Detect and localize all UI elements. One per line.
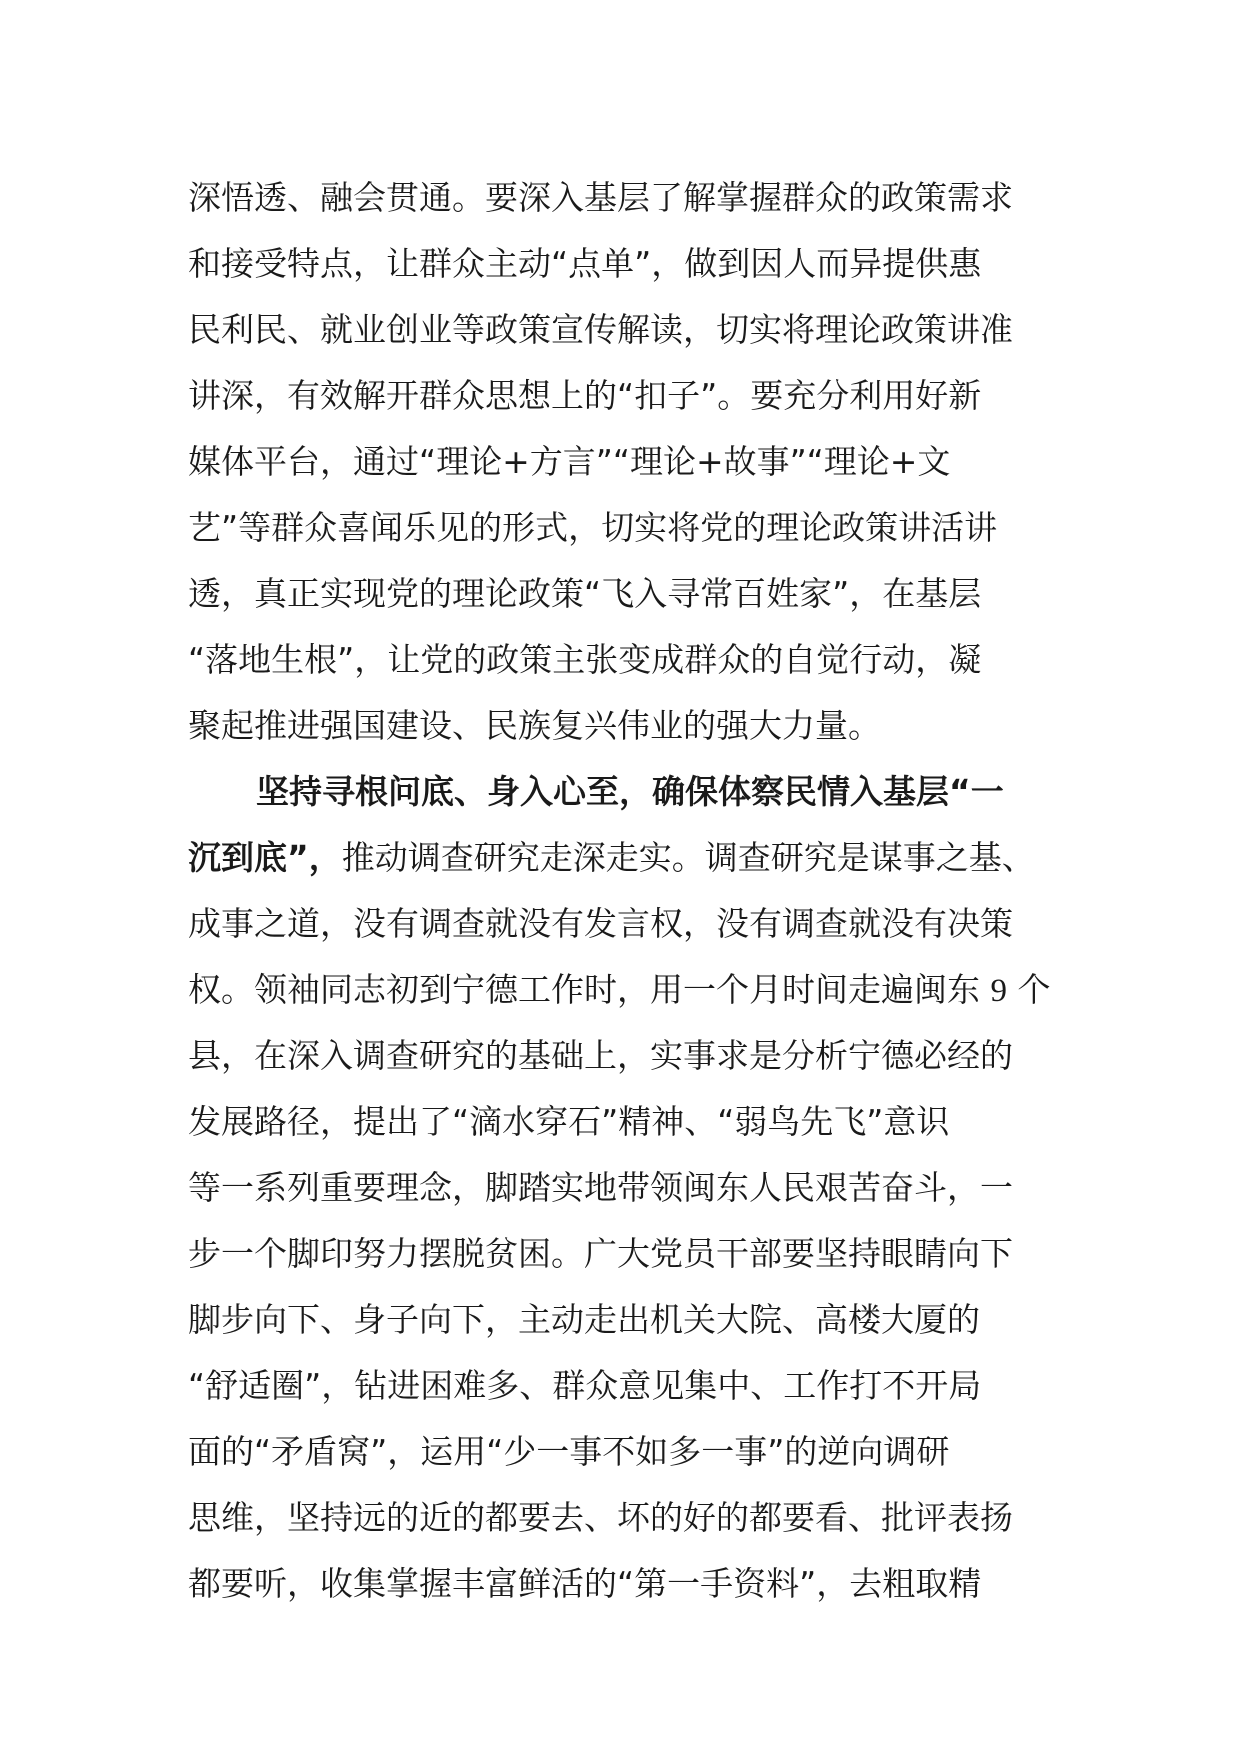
number-text: 9 bbox=[990, 973, 1007, 1009]
text-line: 民利民、就业创业等政策宣传解读，切实将理论政策讲准 bbox=[188, 310, 1013, 349]
text-line: “舒适圈”，钻进困难多、群众意见集中、工作打不开局 bbox=[188, 1366, 982, 1405]
text-line: 等一系列重要理念，脚踏实地带领闽东人民艰苦奋斗，一 bbox=[188, 1168, 1013, 1207]
section-heading-part-1: 坚持寻根问底、身入心至，确保体察民情入基层“一 bbox=[256, 772, 1004, 811]
text-line bbox=[188, 825, 1068, 891]
text-line: 面的“矛盾窝”，运用“少一事不如多一事”的逆向调研 bbox=[188, 1432, 950, 1471]
paragraph-1 bbox=[188, 165, 1068, 759]
text-line: 和接受特点，让群众主动“点单”，做到因人而异提供惠 bbox=[188, 244, 982, 283]
text-segment: 权。领袖同志初到宁德工作时，用一个月时间走遍闽东 bbox=[188, 970, 980, 1009]
text-line: 媒体平台，通过“理论+方言”“理论+故事”“理论+文 bbox=[188, 442, 951, 481]
text-segment: 个 bbox=[1017, 970, 1051, 1009]
text-line: 透，真正实现党的理论政策“飞入寻常百姓家”，在基层 bbox=[188, 574, 982, 613]
text-line: 脚步向下、身子向下，主动走出机关大院、高楼大厦的 bbox=[188, 1300, 980, 1339]
text-line bbox=[188, 759, 1068, 825]
text-segment: 推动调查研究走深走实。调查研究是谋事之基、 bbox=[341, 838, 1035, 877]
text-line bbox=[188, 957, 1068, 1023]
text-line: 深悟透、融会贯通。要深入基层了解掌握群众的政策需求 bbox=[188, 178, 1013, 217]
text-line: 讲深，有效解开群众思想上的“扣子”。要充分利用好新 bbox=[188, 376, 982, 415]
section-heading-part-2: 沉到底”， bbox=[188, 838, 342, 877]
text-line: “落地生根”，让党的政策主张变成群众的自觉行动，凝 bbox=[188, 640, 982, 679]
text-line: 步一个脚印努力摆脱贫困。广大党员干部要坚持眼睛向下 bbox=[188, 1234, 1013, 1273]
text-line: 都要听，收集掌握丰富鲜活的“第一手资料”，去粗取精 bbox=[188, 1564, 982, 1603]
text-line: 聚起推进强国建设、民族复兴伟业的强大力量。 bbox=[188, 706, 881, 745]
text-line: 成事之道，没有调查就没有发言权，没有调查就没有决策 bbox=[188, 904, 1013, 943]
text-line: 县，在深入调查研究的基础上，实事求是分析宁德必经的 bbox=[188, 1036, 1013, 1075]
paragraph-2 bbox=[188, 759, 1068, 1617]
text-line: 思维，坚持远的近的都要去、坏的好的都要看、批评表扬 bbox=[188, 1498, 1013, 1537]
text-line: 艺”等群众喜闻乐见的形式，切实将党的理论政策讲活讲 bbox=[188, 508, 998, 547]
text-line: 发展路径，提出了“滴水穿石”精神、“弱鸟先飞”意识 bbox=[188, 1102, 950, 1141]
